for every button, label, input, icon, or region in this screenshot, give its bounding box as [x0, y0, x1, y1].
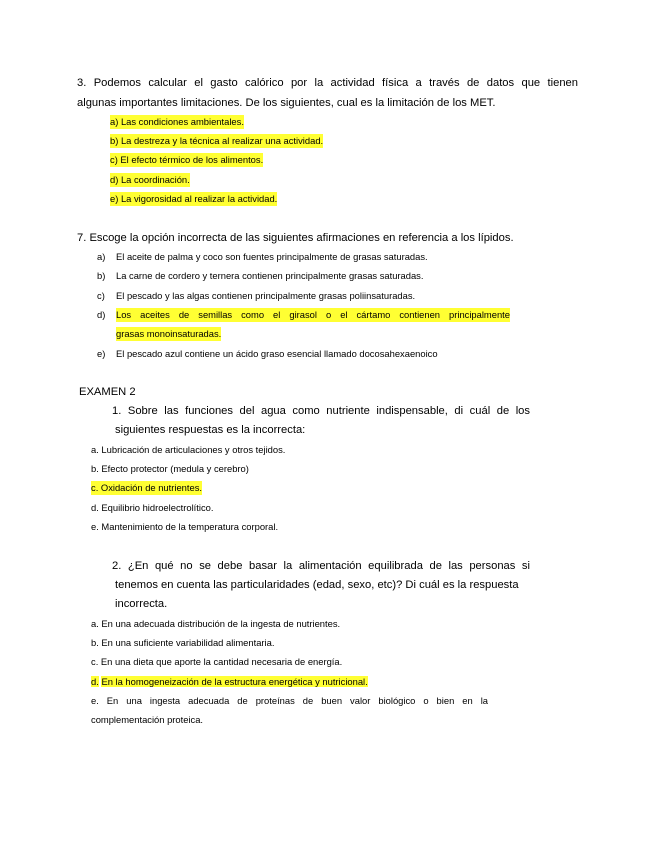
exam2-q2-line-1: 2. ¿En qué no se debe basar la alimentación equilibrada de las personas si — [112, 560, 530, 572]
option-text: Los aceites de semillas como el girasol o el cártamo contienen principalmente — [116, 309, 510, 320]
exam2-q2-option-a: a. En una adecuada distribución de la ingesta de nutrientes. — [91, 618, 341, 629]
option-letter: e) — [97, 348, 106, 359]
exam2-q2-option-c: c. En una dieta que aporte la cantidad necesaria de energía. — [91, 656, 343, 667]
option-text: El aceite de palma y coco son fuentes principalmente de grasas saturadas. — [116, 251, 428, 262]
option-text: La carne de cordero y ternera contienen principalmente grasas saturadas. — [116, 270, 424, 281]
q7-option-d — [97, 308, 510, 322]
q3-option-a: a) Las condiciones ambientales. — [110, 116, 244, 127]
q3-line-1: 3. Podemos calcular el gasto calórico por la actividad física a través de datos que tienen — [77, 77, 578, 89]
option-letter: b) — [97, 270, 106, 281]
exam2-q1-line-2: siguientes respuestas es la incorrecta: — [115, 424, 306, 436]
option-letter: d. — [91, 676, 99, 687]
q7-option-e — [97, 347, 438, 361]
exam2-heading: EXAMEN 2 — [79, 386, 136, 398]
q3-option-e: e) La vigorosidad al realizar la actividad. — [110, 193, 278, 204]
option-letter: d) — [97, 309, 106, 320]
exam2-q2-option-b: b. En una suficiente variabilidad alimentaria. — [91, 637, 275, 648]
exam2-q1-option-d: d. Equilibrio hidroelectrolítico. — [91, 502, 214, 513]
exam2-q1-option-b: b. Efecto protector (medula y cerebro) — [91, 463, 249, 474]
q7-option-b — [97, 269, 423, 283]
exam2-q1-option-a: a. Lubricación de articulaciones y otros tejidos. — [91, 444, 286, 455]
exam2-q1-option-e: e. Mantenimiento de la temperatura corporal. — [91, 521, 279, 532]
q3-option-d: d) La coordinación. — [110, 174, 190, 185]
q7-option-c — [97, 289, 415, 303]
option-letter: c) — [97, 290, 105, 301]
option-letter: a) — [97, 251, 106, 262]
exam2-q1-line-1: 1. Sobre las funciones del agua como nutriente indispensable, di cuál de los — [112, 405, 530, 417]
exam2-q2-line-3: incorrecta. — [115, 598, 168, 610]
q7-option-d-continued: grasas monoinsaturadas. — [116, 328, 222, 339]
option-text: El pescado y las algas contienen principalmente grasas poliinsaturadas. — [116, 290, 416, 301]
exam2-q2-option-e: e. En una ingesta adecuada de proteínas de buen valor biológico o bien en la — [91, 695, 488, 706]
exam2-q2-option-e-continued: complementación proteica. — [91, 714, 204, 725]
q3-line-2: algunas importantes limitaciones. De los siguientes, cual es la limitación de los MET. — [77, 97, 496, 109]
q3-option-b: b) La destreza y la técnica al realizar una actividad. — [110, 135, 324, 146]
exam2-q2-line-2: tenemos en cuenta las particularidades (edad, sexo, etc)? Di cuál es la respuesta — [115, 579, 519, 591]
q7-title: 7. Escoge la opción incorrecta de las siguientes afirmaciones en referencia a los lípidos. — [77, 232, 514, 244]
q3-option-c: c) El efecto térmico de los alimentos. — [110, 154, 264, 165]
exam2-q2-option-d — [91, 675, 368, 689]
option-text: En la homogeneización de la estructura energética y nutricional. — [101, 676, 368, 687]
q7-option-a — [97, 250, 428, 264]
option-text: El pescado azul contiene un ácido graso esencial llamado docosahexaenoico — [116, 348, 438, 359]
exam2-q1-option-c: c. Oxidación de nutrientes. — [91, 482, 202, 493]
